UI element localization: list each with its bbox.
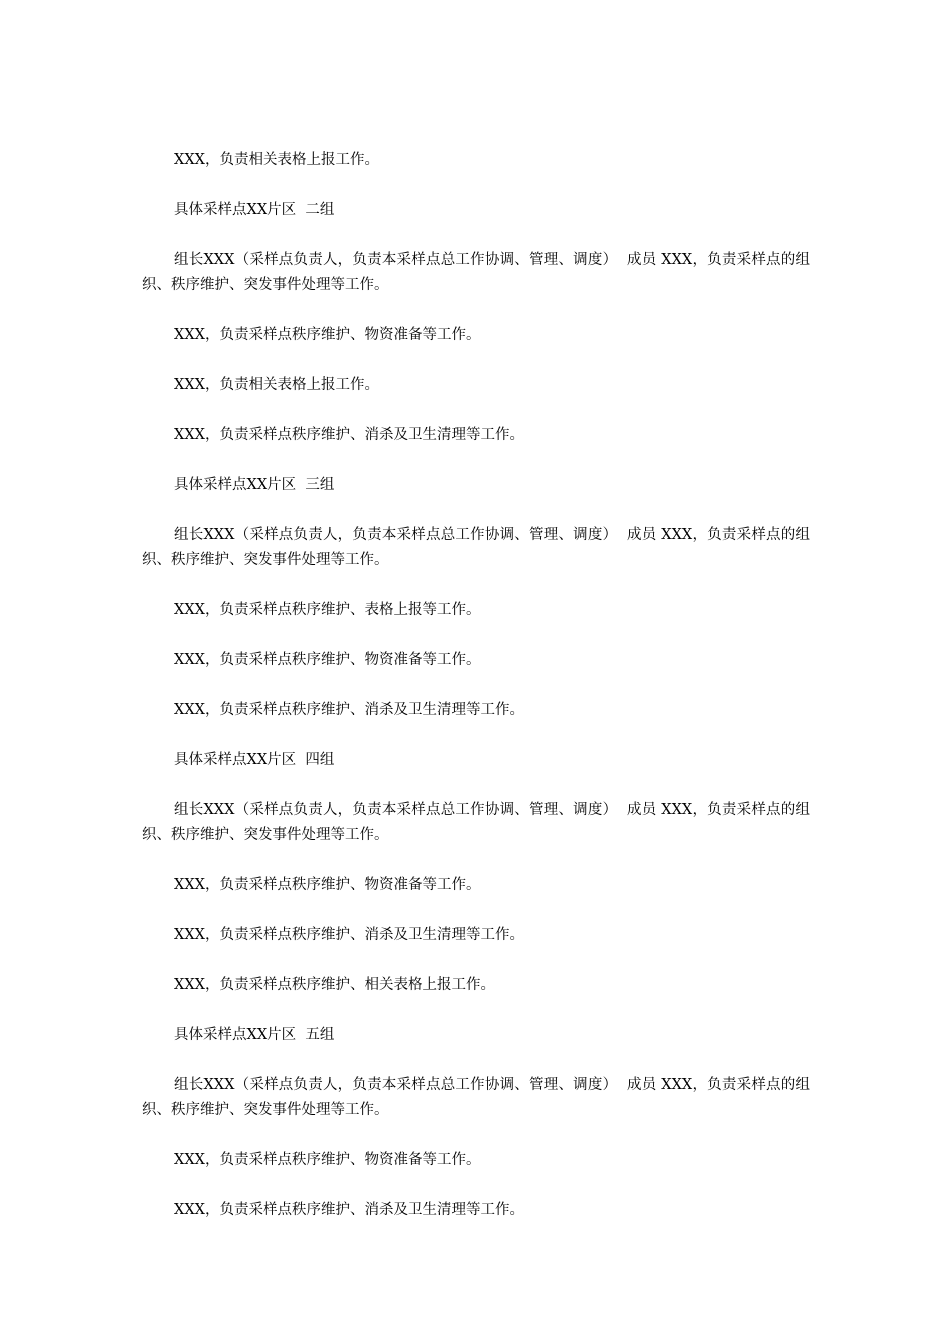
- paragraph-duty: XXX，负责相关表格上报工作。: [174, 152, 379, 168]
- paragraph-gap: [142, 623, 810, 648]
- paragraph-leader: 组长XXX（采样点负责人，负责本采样点总工作协调、管理、调度） 成员 XXX，负责采样点的组织、秩序维护、突发事件处理等工作。: [142, 252, 810, 293]
- group-heading: 具体采样点XX片区 五组: [174, 1027, 335, 1043]
- paragraph-duty: XXX，负责采样点秩序维护、消杀及卫生清理等工作。: [174, 427, 524, 443]
- paragraph-gap: [142, 998, 810, 1023]
- paragraph-gap: [142, 173, 810, 198]
- paragraph-leader: 组长XXX（采样点负责人，负责本采样点总工作协调、管理、调度） 成员 XXX，负责采样点的组织、秩序维护、突发事件处理等工作。: [142, 527, 810, 568]
- paragraph-gap: [142, 398, 810, 423]
- paragraph-duty: XXX，负责采样点秩序维护、物资准备等工作。: [174, 1152, 481, 1168]
- paragraph-gap: [142, 1123, 810, 1148]
- paragraph-duty: XXX，负责采样点秩序维护、物资准备等工作。: [174, 877, 481, 893]
- group-heading: 具体采样点XX片区 三组: [174, 477, 335, 493]
- paragraph-duty: XXX，负责采样点秩序维护、相关表格上报工作。: [174, 977, 495, 993]
- paragraph-duty: XXX，负责采样点秩序维护、表格上报等工作。: [174, 602, 481, 618]
- paragraph-gap: [142, 1173, 810, 1198]
- paragraph-gap: [142, 1048, 810, 1073]
- document-page: [142, 148, 810, 1223]
- paragraph-duty: XXX，负责相关表格上报工作。: [174, 377, 379, 393]
- paragraph-gap: [142, 673, 810, 698]
- paragraph-duty: XXX，负责采样点秩序维护、消杀及卫生清理等工作。: [174, 1202, 524, 1218]
- paragraph-duty: XXX，负责采样点秩序维护、消杀及卫生清理等工作。: [174, 927, 524, 943]
- paragraph-gap: [142, 898, 810, 923]
- paragraph-gap: [142, 498, 810, 523]
- paragraph-duty: XXX，负责采样点秩序维护、消杀及卫生清理等工作。: [174, 702, 524, 718]
- paragraph-leader: 组长XXX（采样点负责人，负责本采样点总工作协调、管理、调度） 成员 XXX，负责采样点的组织、秩序维护、突发事件处理等工作。: [142, 802, 810, 843]
- paragraph-gap: [142, 223, 810, 248]
- group-heading: 具体采样点XX片区 二组: [174, 202, 335, 218]
- group-heading: 具体采样点XX片区 四组: [174, 752, 335, 768]
- paragraph-gap: [142, 723, 810, 748]
- paragraph-gap: [142, 773, 810, 798]
- paragraph-gap: [142, 948, 810, 973]
- paragraph-gap: [142, 348, 810, 373]
- paragraph-gap: [142, 848, 810, 873]
- paragraph-leader: 组长XXX（采样点负责人，负责本采样点总工作协调、管理、调度） 成员 XXX，负责采样点的组织、秩序维护、突发事件处理等工作。: [142, 1077, 810, 1118]
- paragraph-gap: [142, 298, 810, 323]
- paragraph-gap: [142, 573, 810, 598]
- paragraph-duty: XXX，负责采样点秩序维护、物资准备等工作。: [174, 652, 481, 668]
- paragraph-duty: XXX，负责采样点秩序维护、物资准备等工作。: [174, 327, 481, 343]
- paragraph-gap: [142, 448, 810, 473]
